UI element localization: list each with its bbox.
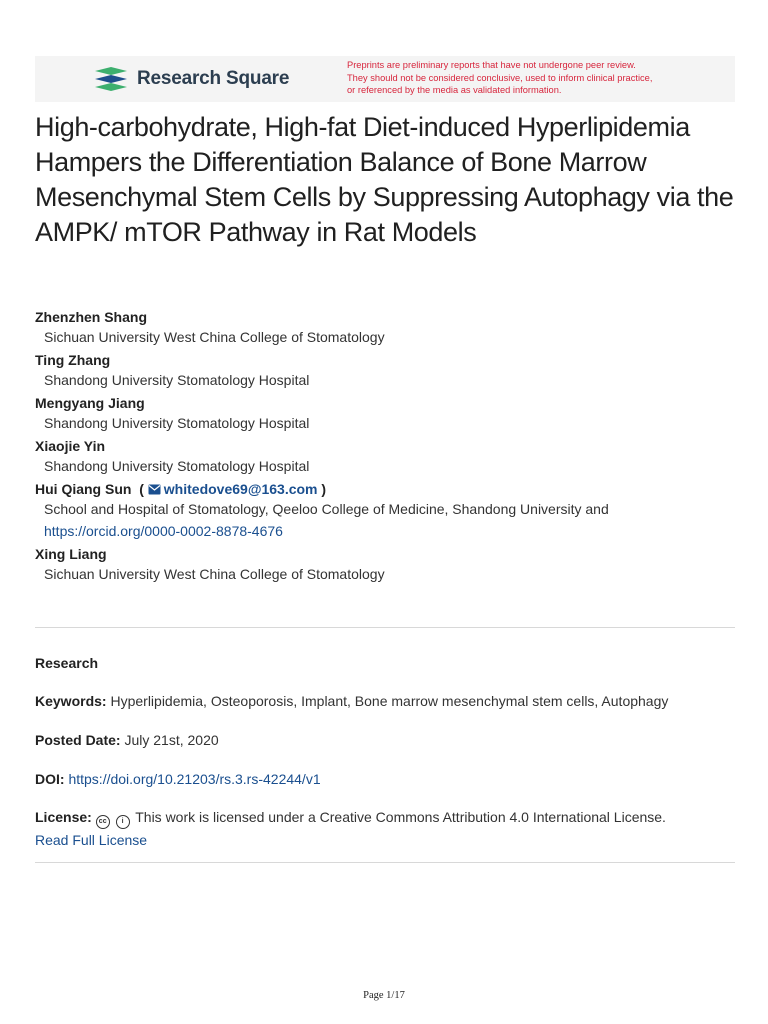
- open-paren: (: [139, 481, 144, 497]
- keywords-value: Hyperlipidemia, Osteoporosis, Implant, Bone marrow mesenchymal stem cells, Autophagy: [110, 693, 669, 709]
- keywords-label: Keywords:: [35, 693, 107, 709]
- author-name: Xing Liang: [35, 546, 107, 562]
- author-name-with-email: [35, 480, 735, 498]
- doi-label: DOI:: [35, 771, 65, 787]
- article-type: [35, 652, 735, 674]
- research-square-logo[interactable]: [93, 64, 289, 94]
- author-email: whitedove69@163.com: [163, 481, 318, 497]
- orcid-link[interactable]: https://orcid.org/0000-0002-8878-4676: [44, 523, 283, 539]
- author-affiliation: Sichuan University West China College of Stomatology: [44, 329, 385, 345]
- disclaimer-line: or referenced by the media as validated information.: [347, 85, 562, 95]
- preprint-disclaimer: [347, 59, 707, 97]
- envelope-icon: [148, 484, 161, 495]
- article-type-label: Research: [35, 655, 99, 671]
- divider: [35, 862, 735, 863]
- author-entry: [35, 394, 735, 434]
- author-entry: [35, 351, 735, 391]
- author-entry: [35, 545, 735, 585]
- author-affiliation: Shandong University Stomatology Hospital: [44, 415, 310, 431]
- author-name: Ting Zhang: [35, 352, 111, 368]
- author-entry: [35, 437, 735, 477]
- read-full-license-link[interactable]: Read Full License: [35, 832, 148, 848]
- disclaimer-line: Preprints are preliminary reports that have not undergone peer review.: [347, 60, 636, 70]
- author-entry: [35, 480, 735, 542]
- author-affiliation: School and Hospital of Stomatology, Qeeloo College of Medicine, Shandong University and: [44, 501, 609, 517]
- keywords-row: [35, 690, 735, 712]
- author-name: Xiaojie Yin: [35, 438, 106, 454]
- doi-link[interactable]: https://doi.org/10.21203/rs.3.rs-42244/v1: [68, 771, 321, 787]
- logo-text: Research Square: [137, 68, 290, 89]
- author-name: Hui Qiang Sun: [35, 481, 132, 497]
- page-number: Page 1/17: [363, 990, 405, 1001]
- posted-date-label: Posted Date:: [35, 732, 121, 748]
- research-square-logo-icon: [93, 66, 129, 92]
- license-text: This work is licensed under a Creative Commons Attribution 4.0 International License.: [135, 809, 666, 825]
- author-name: Mengyang Jiang: [35, 395, 145, 411]
- author-email-link[interactable]: [148, 481, 322, 497]
- license-row: [35, 806, 735, 851]
- license-label: License:: [35, 809, 92, 825]
- attribution-icon: i: [116, 815, 130, 829]
- author-orcid: [35, 520, 735, 542]
- disclaimer-line: They should not be considered conclusive, used to inform clinical practice,: [347, 72, 653, 83]
- author-affiliation: Shandong University Stomatology Hospital: [44, 458, 310, 474]
- author-affiliation: Sichuan University West China College of Stomatology: [44, 566, 385, 582]
- divider: [35, 627, 735, 628]
- author-name: Zhenzhen Shang: [35, 309, 147, 325]
- posted-date-row: [35, 729, 735, 751]
- author-list: [35, 308, 735, 588]
- close-paren: ): [321, 481, 327, 497]
- paper-title: High-carbohydrate, High-fat Diet-induced Hyperlipidemia Hampers the Differentiation Balance of Bone Marrow Mesenchymal Stem Cells by Suppressing Autophagy via the AMPK/ mTOR Pathway in Rat Models: [35, 112, 734, 247]
- author-entry: [35, 308, 735, 348]
- author-affiliation: Shandong University Stomatology Hospital: [44, 372, 310, 388]
- posted-date-value: July 21st, 2020: [124, 732, 219, 748]
- doi-row: [35, 768, 735, 790]
- creative-commons-icon: cc: [96, 815, 110, 829]
- preprint-header: [35, 56, 735, 102]
